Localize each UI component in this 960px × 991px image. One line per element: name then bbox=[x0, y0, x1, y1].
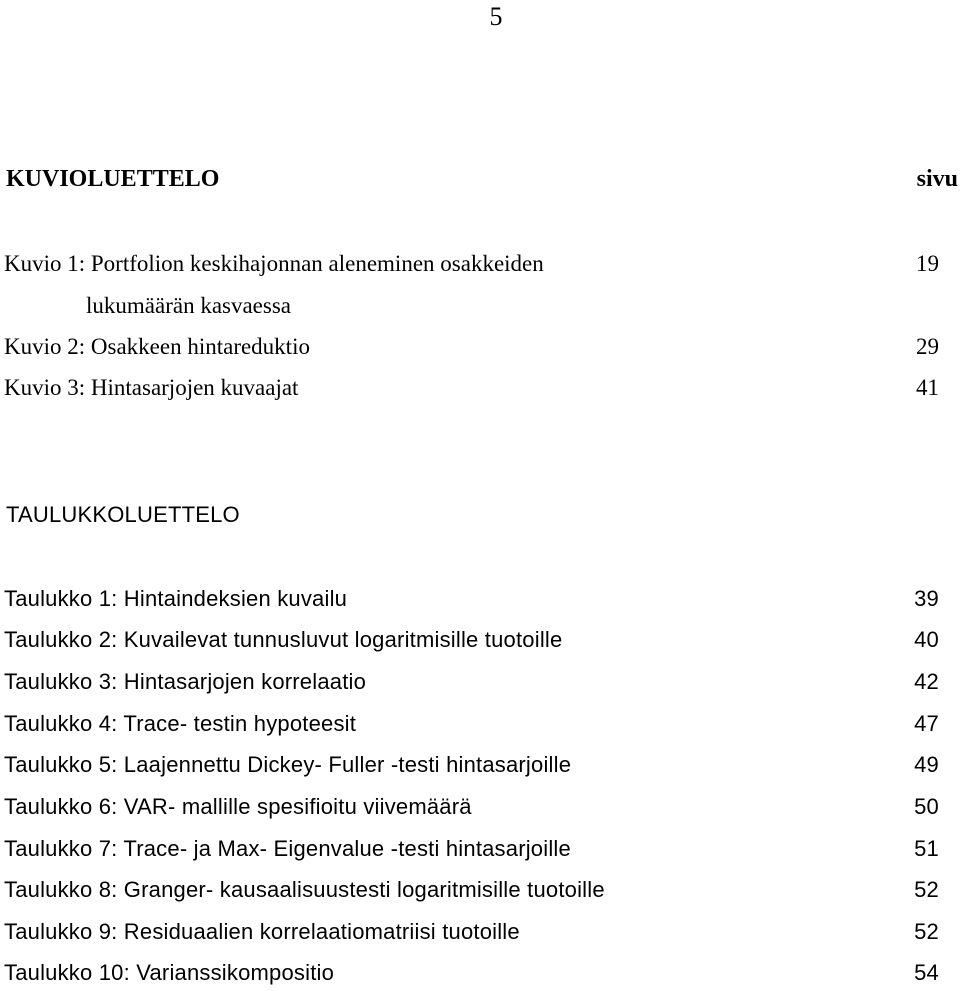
table-entry-title: Taulukko 5: Laajennettu Dickey- Fuller -testi hintasarjoille bbox=[4, 752, 572, 777]
table-entry-3 bbox=[4, 665, 939, 699]
table-entry-title: Taulukko 7: Trace- ja Max- Eigenvalue -testi hintasarjoille bbox=[4, 836, 571, 861]
table-entry-7 bbox=[4, 832, 939, 866]
table-entry-title: Taulukko 3: Hintasarjojen korrelaatio bbox=[4, 669, 367, 694]
table-entry-title: Taulukko 10: Varianssikompositio bbox=[4, 960, 335, 985]
page-column-label: sivu bbox=[916, 166, 958, 192]
figure-entry-title: Kuvio 1: Portfolion keskihajonnan aleneminen osakkeiden bbox=[4, 251, 544, 276]
table-entry-4 bbox=[4, 707, 939, 741]
figure-entry-1 bbox=[4, 247, 939, 281]
table-entry-1 bbox=[4, 582, 939, 616]
table-entry-page: 50 bbox=[914, 794, 939, 819]
table-entry-5 bbox=[4, 748, 939, 782]
table-entry-page: 52 bbox=[914, 877, 939, 902]
figure-entry-title: Kuvio 3: Hintasarjojen kuvaajat bbox=[4, 375, 299, 400]
table-entry-page: 40 bbox=[914, 627, 939, 652]
table-entry-page: 47 bbox=[914, 711, 939, 736]
table-entry-title: Taulukko 1: Hintaindeksien kuvailu bbox=[4, 586, 348, 611]
table-entry-title: Taulukko 4: Trace- testin hypoteesit bbox=[4, 711, 357, 736]
table-entry-page: 49 bbox=[914, 752, 939, 777]
table-entry-page: 52 bbox=[914, 919, 939, 944]
figure-entry-page: 29 bbox=[916, 334, 939, 359]
figure-entry-1-continuation: lukumäärän kasvaessa bbox=[86, 293, 292, 318]
figure-entry-3 bbox=[4, 371, 939, 405]
table-entry-page: 42 bbox=[914, 669, 939, 694]
figures-heading-row bbox=[6, 162, 958, 196]
table-entry-title: Taulukko 9: Residuaalien korrelaatiomatriisi tuotoille bbox=[4, 919, 520, 944]
figure-entry-title: Kuvio 2: Osakkeen hintareduktio bbox=[4, 334, 310, 359]
table-entry-page: 54 bbox=[914, 960, 939, 985]
table-entry-page: 39 bbox=[914, 586, 939, 611]
figures-heading: KUVIOLUETTELO bbox=[6, 166, 220, 192]
table-entry-8 bbox=[4, 873, 939, 907]
table-entry-10 bbox=[4, 956, 939, 990]
tables-heading-row bbox=[6, 498, 958, 532]
table-entry-title: Taulukko 6: VAR- mallille spesifioitu viivemäärä bbox=[4, 794, 472, 819]
page-number: 5 bbox=[489, 2, 503, 31]
figure-entry-page: 19 bbox=[916, 251, 939, 276]
table-entry-page: 51 bbox=[914, 836, 939, 861]
figure-entry-page: 41 bbox=[916, 375, 939, 400]
table-entry-2 bbox=[4, 623, 939, 657]
table-entry-title: Taulukko 2: Kuvailevat tunnusluvut logaritmisille tuotoille bbox=[4, 627, 563, 652]
table-entry-9 bbox=[4, 915, 939, 949]
table-entry-title: Taulukko 8: Granger- kausaalisuustesti logaritmisille tuotoille bbox=[4, 877, 605, 902]
table-entry-6 bbox=[4, 790, 939, 824]
figure-entry-2 bbox=[4, 330, 939, 364]
tables-heading: TAULUKKOLUETTELO bbox=[6, 502, 240, 527]
